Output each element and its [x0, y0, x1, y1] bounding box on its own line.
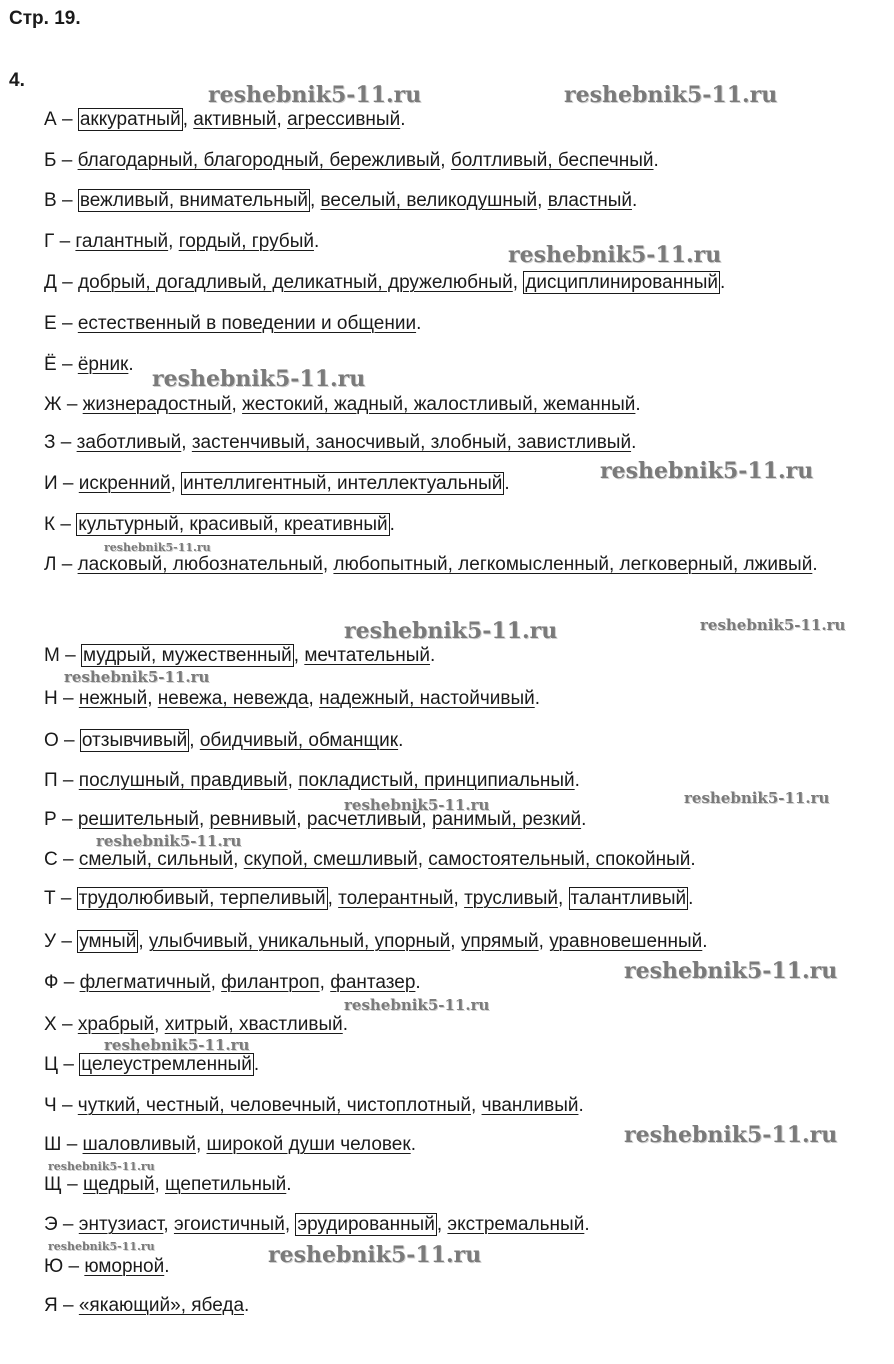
- underlined-word: флегматичный: [79, 972, 211, 993]
- task-number: 4.: [9, 70, 25, 91]
- separator: ,: [319, 972, 331, 993]
- separator: ,: [195, 1134, 207, 1155]
- separator: .: [410, 1134, 416, 1155]
- page-title: Стр. 19.: [9, 8, 81, 29]
- separator: ,: [293, 645, 305, 666]
- underlined-word: щедрый: [82, 1174, 155, 1195]
- underlined-word: чванливый: [481, 1095, 579, 1116]
- separator: ,: [322, 554, 334, 575]
- boxed-word: эрудированный: [297, 1214, 435, 1235]
- separator: .: [164, 1256, 170, 1277]
- underlined-word: ранимый, резкий: [431, 809, 582, 830]
- watermark: reshebnik5-11.ru: [104, 1036, 250, 1054]
- watermark: reshebnik5-11.ru: [600, 458, 814, 484]
- answer-row: Ё – ёрник.: [44, 354, 134, 375]
- separator: .: [574, 770, 580, 791]
- underlined-word: экстремальный: [447, 1214, 585, 1235]
- separator: ,: [327, 888, 339, 909]
- separator: ,: [170, 473, 182, 494]
- underlined-word: чуткий, честный, человечный, чистоплотный: [77, 1095, 471, 1116]
- underlined-word: застенчивый, заносчивый, злобный, завистливый: [191, 432, 632, 453]
- row-letter: Ц: [44, 1054, 59, 1075]
- boxed-word: дисциплинированный: [525, 272, 718, 293]
- separator: ,: [453, 888, 465, 909]
- row-letter: Х: [44, 1014, 57, 1035]
- row-letter: Ч: [44, 1095, 57, 1116]
- underlined-word: гордый, грубый: [178, 231, 314, 252]
- row-letter: М: [44, 645, 60, 666]
- underlined-word: заботливый: [76, 432, 182, 453]
- separator: .: [631, 190, 638, 211]
- underlined-word: уравновешенный: [549, 931, 703, 952]
- answer-row: Е – естественный в поведении и общении.: [44, 313, 422, 334]
- separator: ,: [147, 688, 158, 709]
- answer-row: З – заботливый, застенчивый, заносчивый, злобный, завистливый.: [44, 432, 637, 453]
- boxed-word: аккуратный: [79, 109, 181, 130]
- separator: .: [253, 1054, 260, 1075]
- answer-row: П – послушный, правдивый, покладистый, принципиальный.: [44, 770, 580, 791]
- separator: ,: [440, 150, 451, 171]
- separator: ,: [182, 109, 194, 130]
- answer-row: К – культурный, красивый, креативный .: [44, 514, 395, 535]
- answer-row: А – аккуратный , активный, агрессивный.: [44, 109, 406, 130]
- underlined-word: филантроп: [221, 972, 320, 993]
- underlined-word: фантазер: [330, 972, 416, 993]
- watermark: reshebnik5-11.ru: [624, 1122, 838, 1148]
- row-letter: З: [44, 432, 56, 453]
- separator: .: [128, 354, 134, 375]
- underlined-word: обидчивый, обманщик: [199, 730, 399, 751]
- underlined-word: улыбчивый, уникальный, упорный: [148, 931, 451, 952]
- separator: ,: [181, 432, 192, 453]
- underlined-word: широкой души человек: [206, 1134, 411, 1155]
- underlined-word: юморной: [84, 1256, 165, 1277]
- underlined-word: агрессивный: [287, 109, 401, 130]
- underlined-word: упрямый: [460, 931, 539, 952]
- underlined-word: добрый, догадливый, деликатный, дружелюбный: [78, 272, 513, 293]
- separator: ,: [450, 931, 461, 952]
- watermark: reshebnik5-11.ru: [624, 958, 838, 984]
- underlined-word: хитрый, хвастливый: [164, 1014, 343, 1035]
- separator: .: [389, 514, 395, 535]
- answer-row: Ж – жизнерадостный, жестокий, жадный, жалостливый, жеманный.: [44, 394, 641, 415]
- answer-row: Т – трудолюбивый, терпеливый , толерантный, трусливый, талантливый .: [44, 888, 694, 909]
- separator: ,: [276, 109, 288, 130]
- underlined-word: невежа, невежда: [157, 688, 309, 709]
- separator: ,: [308, 688, 320, 709]
- answer-row: М – мудрый, мужественный , мечтательный.: [44, 645, 436, 666]
- watermark: reshebnik5-11.ru: [268, 1242, 482, 1268]
- separator: .: [690, 849, 696, 870]
- separator: ,: [233, 849, 244, 870]
- separator: .: [313, 231, 320, 252]
- separator: ,: [154, 1014, 165, 1035]
- underlined-word: смелый, сильный: [78, 849, 234, 870]
- separator: .: [578, 1095, 584, 1116]
- watermark: reshebnik5-11.ru: [152, 366, 366, 392]
- row-letter: Ф: [44, 972, 59, 993]
- separator: .: [653, 150, 659, 171]
- underlined-word: храбрый: [77, 1014, 155, 1035]
- underlined-word: энтузиаст: [78, 1214, 164, 1235]
- separator: .: [584, 1214, 590, 1235]
- underlined-word: ласковый, любознательный: [77, 554, 323, 575]
- separator: .: [286, 1174, 292, 1195]
- row-letter: Э: [44, 1214, 58, 1235]
- answer-row: Ф – флегматичный, филантроп, фантазер.: [44, 972, 421, 993]
- row-letter: Д: [44, 272, 57, 293]
- separator: .: [430, 645, 436, 666]
- watermark: reshebnik5-11.ru: [64, 668, 210, 686]
- separator: ,: [309, 190, 321, 211]
- boxed-word: целеустремленный: [81, 1054, 252, 1075]
- separator: ,: [231, 394, 243, 415]
- row-letter: Л: [44, 554, 57, 575]
- row-letter: Ш: [44, 1134, 62, 1155]
- boxed-word: мудрый, мужественный: [82, 645, 292, 666]
- row-letter: Г: [44, 231, 55, 252]
- watermark: reshebnik5-11.ru: [344, 618, 558, 644]
- underlined-word: мечтательный: [304, 645, 431, 666]
- row-letter: Я: [44, 1295, 58, 1316]
- separator: ,: [296, 809, 307, 830]
- separator: ,: [210, 972, 222, 993]
- watermark: reshebnik5-11.ru: [48, 1240, 155, 1253]
- separator: ,: [189, 730, 200, 751]
- boxed-word: талантливый: [570, 888, 687, 909]
- separator: .: [416, 313, 422, 334]
- row-letter: Щ: [44, 1174, 62, 1195]
- underlined-word: толерантный: [338, 888, 454, 909]
- separator: .: [635, 394, 641, 415]
- watermark: reshebnik5-11.ru: [48, 1160, 155, 1173]
- answer-row: Ц – целеустремленный .: [44, 1054, 260, 1075]
- underlined-word: властный: [547, 190, 632, 211]
- watermark: reshebnik5-11.ru: [564, 82, 778, 108]
- underlined-word: шаловливый: [82, 1134, 196, 1155]
- underlined-word: жизнерадостный: [82, 394, 232, 415]
- underlined-word: ревнивый: [209, 809, 297, 830]
- row-letter: О: [44, 730, 59, 751]
- separator: .: [504, 473, 510, 494]
- watermark: reshebnik5-11.ru: [104, 541, 211, 554]
- separator: .: [702, 931, 708, 952]
- separator: .: [244, 1295, 250, 1316]
- row-letter: Ю: [44, 1256, 64, 1277]
- underlined-word: расчетливый: [306, 809, 422, 830]
- row-letter: Ё: [44, 354, 57, 375]
- row-letter: У: [44, 931, 57, 952]
- row-letter: С: [44, 849, 58, 870]
- row-letter: Ж: [44, 394, 62, 415]
- separator: ,: [538, 931, 550, 952]
- answer-row: Л – ласковый, любознательный, любопытный, легкомысленный, легковерный, лживый.: [44, 554, 818, 575]
- row-letter: Е: [44, 313, 57, 334]
- separator: ,: [168, 231, 179, 252]
- row-letter: В: [44, 190, 57, 211]
- separator: ,: [537, 190, 548, 211]
- answer-row: Ш – шаловливый, широкой души человек.: [44, 1134, 416, 1155]
- answer-row: Д – добрый, догадливый, деликатный, дружелюбный, дисциплинированный .: [44, 272, 726, 293]
- answer-row: О – отзывчивый , обидчивый, обманщик.: [44, 730, 404, 751]
- answer-row: Э – энтузиаст, эгоистичный, эрудированный , экстремальный.: [44, 1214, 590, 1235]
- separator: ,: [421, 809, 432, 830]
- answer-row: И – искренний, интеллигентный, интеллектуальный .: [44, 473, 510, 494]
- answer-row: С – смелый, сильный, скупой, смешливый, самостоятельный, спокойный.: [44, 849, 696, 870]
- underlined-word: скупой, смешливый: [243, 849, 418, 870]
- underlined-word: щепетильный: [165, 1174, 287, 1195]
- row-letter: А: [44, 109, 57, 130]
- underlined-word: жестокий, жадный, жалостливый, жеманный: [242, 394, 636, 415]
- separator: .: [719, 272, 726, 293]
- boxed-word: отзывчивый: [81, 730, 188, 751]
- separator: .: [812, 554, 818, 575]
- watermark: reshebnik5-11.ru: [684, 789, 830, 807]
- answer-row: Щ – щедрый, щепетильный.: [44, 1174, 292, 1195]
- separator: .: [688, 888, 694, 909]
- answer-row: Н – нежный, невежа, невежда, надежный, настойчивый.: [44, 688, 541, 709]
- separator: .: [400, 109, 406, 130]
- answer-row: Ю – юморной.: [44, 1256, 170, 1277]
- watermark: reshebnik5-11.ru: [208, 82, 422, 108]
- separator: .: [398, 730, 404, 751]
- watermark: reshebnik5-11.ru: [344, 796, 490, 814]
- underlined-word: трусливый: [464, 888, 558, 909]
- boxed-word: культурный, красивый, креативный: [78, 514, 388, 535]
- underlined-word: нежный: [78, 688, 148, 709]
- separator: .: [631, 432, 637, 453]
- boxed-word: трудолюбивый, терпеливый: [78, 888, 326, 909]
- separator: ,: [154, 1174, 165, 1195]
- row-letter: Н: [44, 688, 58, 709]
- answer-row: Б – благодарный, благородный, бережливый, болтливый, беспечный.: [44, 150, 659, 171]
- separator: .: [534, 688, 541, 709]
- separator: ,: [284, 1214, 296, 1235]
- underlined-word: активный: [193, 109, 277, 130]
- watermark: reshebnik5-11.ru: [96, 832, 242, 850]
- row-letter: И: [44, 473, 58, 494]
- separator: .: [581, 809, 587, 830]
- separator: ,: [138, 931, 149, 952]
- row-letter: Б: [44, 150, 57, 171]
- underlined-word: самостоятельный, спокойный: [428, 849, 691, 870]
- separator: ,: [436, 1214, 448, 1235]
- separator: ,: [198, 809, 210, 830]
- boxed-word: вежливый, внимательный: [79, 190, 308, 211]
- answer-row: В – вежливый, внимательный , веселый, великодушный, властный.: [44, 190, 638, 211]
- underlined-word: «якающий», ябеда: [78, 1295, 245, 1316]
- answer-row: У – умный , улыбчивый, уникальный, упорный, упрямый, уравновешенный.: [44, 931, 708, 952]
- separator: ,: [287, 770, 299, 791]
- row-letter: Р: [44, 809, 57, 830]
- underlined-word: веселый, великодушный: [320, 190, 538, 211]
- answer-row: Ч – чуткий, честный, человечный, чистоплотный, чванливый.: [44, 1095, 584, 1116]
- separator: ,: [163, 1214, 174, 1235]
- answer-row: Х – храбрый, хитрый, хвастливый.: [44, 1014, 349, 1035]
- underlined-word: естественный в поведении и общении: [77, 313, 417, 334]
- separator: .: [342, 1014, 349, 1035]
- row-letter: Т: [44, 888, 56, 909]
- separator: .: [415, 972, 421, 993]
- underlined-word: благодарный, благородный, бережливый: [77, 150, 441, 171]
- separator: ,: [471, 1095, 482, 1116]
- row-letter: П: [44, 770, 58, 791]
- underlined-word: надежный, настойчивый: [319, 688, 535, 709]
- answer-row: Я – «якающий», ябеда.: [44, 1295, 250, 1316]
- watermark: reshebnik5-11.ru: [508, 242, 722, 268]
- underlined-word: болтливый, беспечный: [450, 150, 654, 171]
- row-letter: К: [44, 514, 56, 535]
- underlined-word: любопытный, легкомысленный, легковерный, лживый: [333, 554, 813, 575]
- watermark: reshebnik5-11.ru: [700, 616, 846, 634]
- boxed-word: интеллигентный, интеллектуальный: [183, 473, 503, 494]
- answer-row: Г – галантный, гордый, грубый.: [44, 231, 320, 252]
- underlined-word: ёрник: [77, 354, 129, 375]
- underlined-word: покладистый, принципиальный: [298, 770, 575, 791]
- underlined-word: эгоистичный: [173, 1214, 285, 1235]
- underlined-word: решительный: [77, 809, 199, 830]
- underlined-word: послушный, правдивый: [78, 770, 288, 791]
- separator: ,: [417, 849, 429, 870]
- separator: ,: [512, 272, 524, 293]
- underlined-word: галантный: [75, 231, 169, 252]
- boxed-word: умный: [79, 931, 137, 952]
- underlined-word: искренний: [78, 473, 171, 494]
- separator: ,: [557, 888, 569, 909]
- watermark: reshebnik5-11.ru: [344, 996, 490, 1014]
- answer-row: Р – решительный, ревнивый, расчетливый, ранимый, резкий.: [44, 809, 587, 830]
